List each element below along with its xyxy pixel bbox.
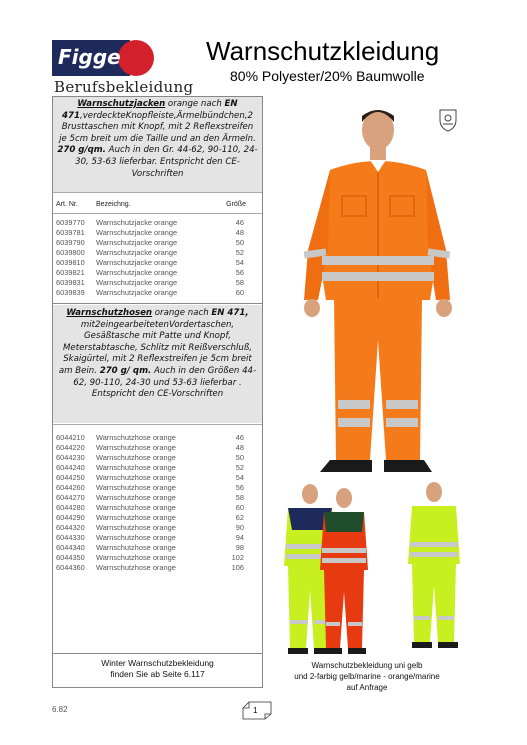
cell-art-nr: 6039770	[56, 218, 85, 227]
col-groesse: Größe	[226, 201, 246, 208]
cell-art-nr: 6039790	[56, 238, 85, 247]
table-row	[56, 238, 256, 248]
table-row	[56, 228, 256, 238]
table-row	[56, 248, 256, 258]
jacket-table-header	[56, 201, 256, 211]
table-row	[56, 483, 256, 493]
reflective-stripe-waist2	[322, 272, 434, 281]
col-bezeichnung: Bezeichng.	[96, 201, 131, 208]
page-title: Warnschutzkleidung	[206, 36, 440, 66]
page-badge	[241, 700, 275, 720]
cell-art-nr: 6044350	[56, 553, 85, 562]
cell-groesse: 52	[235, 463, 244, 472]
jacket-desc-line1: orange nach	[165, 99, 225, 109]
logo-red-circle	[118, 40, 154, 76]
divider	[53, 213, 262, 214]
hose-table-body	[56, 433, 256, 573]
trousers	[334, 298, 422, 460]
cell-bezeichnung: Warnschutzhose orange	[96, 463, 176, 472]
cell-bezeichnung: Warnschutzjacke orange	[96, 278, 178, 287]
jacket-table-body	[56, 218, 256, 298]
cell-art-nr: 6044250	[56, 473, 85, 482]
jacket-description	[53, 97, 262, 192]
table-row	[56, 288, 256, 298]
cell-bezeichnung: Warnschutzhose orange	[96, 523, 176, 532]
reflective-stripe-waist	[322, 256, 434, 265]
cell-groesse: 94	[235, 533, 244, 542]
cell-bezeichnung: Warnschutzhose orange	[96, 563, 176, 572]
cell-bezeichnung: Warnschutzhose orange	[96, 443, 176, 452]
cell-bezeichnung: Warnschutzhose orange	[96, 503, 176, 512]
hose-description	[53, 305, 262, 423]
cell-art-nr: 6044270	[56, 493, 85, 502]
cell-groesse: 54	[235, 473, 244, 482]
table-row	[56, 473, 256, 483]
page-number: 6.82	[52, 705, 68, 714]
table-row	[56, 493, 256, 503]
winter-note-line2: finden Sie ab Seite 6.117	[110, 669, 205, 679]
table-row	[56, 268, 256, 278]
cell-art-nr: 6044330	[56, 533, 85, 542]
brand-subtitle: Berufsbekleidung	[54, 78, 194, 96]
cell-art-nr: 6039800	[56, 248, 85, 257]
table-row	[56, 218, 256, 228]
cell-groesse: 54	[235, 258, 244, 267]
reflective-stripe-leg	[338, 400, 370, 409]
page-subtitle: 80% Polyester/20% Baumwolle	[230, 68, 425, 84]
hose-desc-body: mit2eingearbeitetenVordertaschen, Gesäßtasche mit Patte und Knopf, Meterstabtasche, Schlitz mit Reißverschluß, Skaigürtel, mit 2 Reflexstreifen je 5cm breit am Bein.	[58, 319, 252, 376]
cell-bezeichnung: Warnschutzhose orange	[96, 473, 176, 482]
cell-bezeichnung: Warnschutzhose orange	[96, 533, 176, 542]
hose-desc-line1: orange nach	[152, 308, 212, 318]
cell-art-nr: 6039781	[56, 228, 85, 237]
cell-bezeichnung: Warnschutzhose orange	[96, 493, 176, 502]
table-row	[56, 258, 256, 268]
model-orange-navy	[320, 488, 368, 654]
table-row	[56, 463, 256, 473]
table-row	[56, 433, 256, 443]
cell-art-nr: 6044320	[56, 523, 85, 532]
color-variants-photo	[262, 480, 472, 660]
cell-bezeichnung: Warnschutzjacke orange	[96, 238, 178, 247]
cell-groesse: 52	[235, 248, 244, 257]
cell-groesse: 60	[235, 288, 244, 297]
winter-note	[53, 658, 262, 680]
page-badge-number: 1	[253, 706, 258, 715]
cell-groesse: 60	[235, 503, 244, 512]
cell-bezeichnung: Warnschutzhose orange	[96, 433, 176, 442]
jacket-desc-tail: Auch in den Gr. 44-62, 90-110, 24-30, 53-63 lieferbar. Entspricht den CE-Vorschriften	[75, 145, 258, 179]
table-row	[56, 453, 256, 463]
cell-art-nr: 6044360	[56, 563, 85, 572]
cell-art-nr: 6039821	[56, 268, 85, 277]
col-art-nr: Art. Nr.	[56, 201, 78, 208]
logo-text: Figge	[58, 45, 121, 69]
cell-bezeichnung: Warnschutzjacke orange	[96, 248, 178, 257]
caption-line2: und 2-farbig gelb/marine - orange/marine	[294, 672, 440, 681]
cell-groesse: 62	[235, 513, 244, 522]
winter-note-line1: Winter Warnschutzbekleidung	[101, 658, 214, 668]
cell-bezeichnung: Warnschutzjacke orange	[96, 228, 178, 237]
hose-desc-en: EN 471,	[211, 308, 249, 318]
model-neck	[370, 146, 386, 160]
cell-groesse: 50	[235, 238, 244, 247]
table-row	[56, 533, 256, 543]
cell-art-nr: 6044260	[56, 483, 85, 492]
table-row	[56, 563, 256, 573]
model-yellow	[408, 482, 460, 648]
cell-groesse: 106	[231, 563, 244, 572]
cell-bezeichnung: Warnschutzjacke orange	[96, 218, 178, 227]
table-row	[56, 513, 256, 523]
cell-groesse: 56	[235, 268, 244, 277]
cell-art-nr: 6039810	[56, 258, 85, 267]
cell-groesse: 46	[235, 433, 244, 442]
table-row	[56, 443, 256, 453]
divider	[53, 424, 262, 425]
table-row	[56, 278, 256, 288]
cell-art-nr: 6044290	[56, 513, 85, 522]
cell-groesse: 48	[235, 443, 244, 452]
cell-art-nr: 6044280	[56, 503, 85, 512]
cell-bezeichnung: Warnschutzhose orange	[96, 543, 176, 552]
divider	[53, 192, 262, 193]
jacket-desc-weight: 270 g/qm.	[57, 145, 106, 156]
cell-art-nr: 6044210	[56, 433, 85, 442]
cell-bezeichnung: Warnschutzjacke orange	[96, 288, 178, 297]
jacket-desc-en: EN 471	[62, 99, 238, 121]
cell-groesse: 102	[231, 553, 244, 562]
cell-bezeichnung: Warnschutzjacke orange	[96, 268, 178, 277]
cell-bezeichnung: Warnschutzhose orange	[96, 453, 176, 462]
reflective-stripe-leg	[386, 400, 418, 409]
cell-art-nr: 6044240	[56, 463, 85, 472]
cell-bezeichnung: Warnschutzhose orange	[96, 483, 176, 492]
jacket-desc-body: ,verdeckteKnopfleiste,Ärmelbündchen,2 Brusttaschen mit Knopf, mit 2 Reflexstreifen je 5cm breit um die Taille und an den Ärmeln.	[59, 110, 256, 144]
caption-line1: Warnschutzbekleidung uni gelb	[311, 661, 423, 670]
cell-groesse: 50	[235, 453, 244, 462]
divider	[53, 303, 262, 304]
cell-groesse: 46	[235, 218, 244, 227]
hose-desc-title: Warnschutzhosen	[66, 308, 153, 318]
table-row	[56, 543, 256, 553]
cell-art-nr: 6044340	[56, 543, 85, 552]
table-row	[56, 523, 256, 533]
table-row	[56, 553, 256, 563]
cell-art-nr: 6039831	[56, 278, 85, 287]
divider	[53, 653, 262, 654]
hose-desc-tail: Auch in den Größen 44-62, 90-110, 24-30 und 53-63 lieferbar . Entspricht den CE-Vorschriften	[73, 365, 257, 400]
table-row	[56, 503, 256, 513]
figge-logo	[52, 40, 164, 76]
cell-groesse: 98	[235, 543, 244, 552]
caption-line3: auf Anfrage	[346, 683, 388, 692]
cell-groesse: 56	[235, 483, 244, 492]
ce-shield-icon	[438, 108, 458, 132]
orange-suit-photo	[290, 100, 460, 480]
color-variants-caption	[262, 660, 472, 693]
cell-bezeichnung: Warnschutzhose orange	[96, 513, 176, 522]
cell-groesse: 48	[235, 228, 244, 237]
cell-art-nr: 6044220	[56, 443, 85, 452]
cell-groesse: 90	[235, 523, 244, 532]
cell-bezeichnung: Warnschutzjacke orange	[96, 258, 178, 267]
shoe-right	[384, 460, 432, 472]
jacket-desc-title: Warnschutzjacken	[77, 99, 166, 109]
cell-groesse: 58	[235, 278, 244, 287]
hose-desc-weight: 270 g/ qm.	[99, 365, 152, 376]
shoe-left	[320, 460, 372, 472]
cell-bezeichnung: Warnschutzhose orange	[96, 553, 176, 562]
cell-art-nr: 6044230	[56, 453, 85, 462]
cell-art-nr: 6039839	[56, 288, 85, 297]
cell-groesse: 58	[235, 493, 244, 502]
